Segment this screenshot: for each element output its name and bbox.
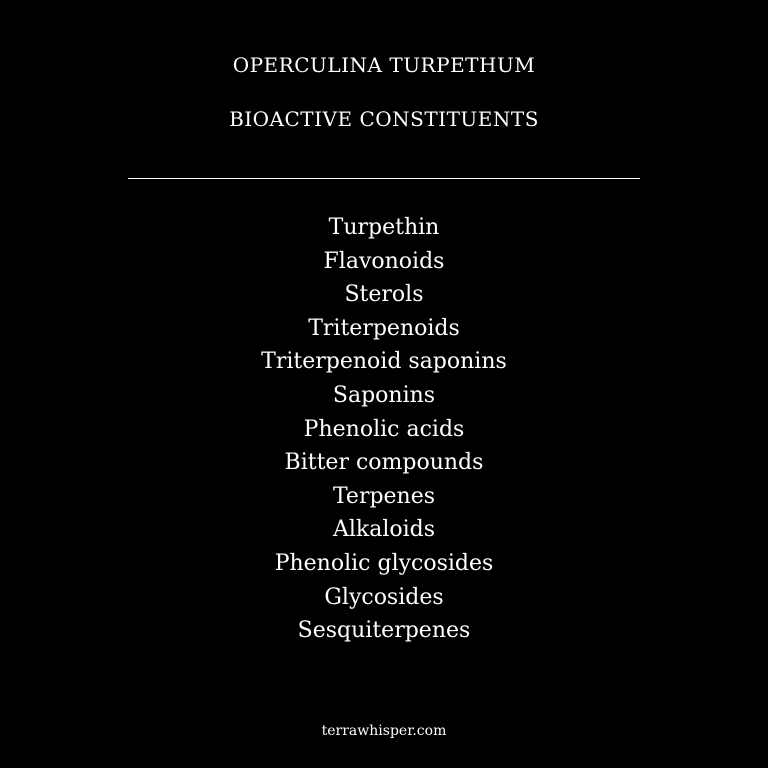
title-line-2: BIOACTIVE CONSTITUENTS: [229, 107, 539, 131]
list-item: Bitter compounds: [284, 450, 484, 476]
title-line-1: OPERCULINA TURPETHUM: [232, 53, 536, 77]
list-item: Flavonoids: [323, 248, 445, 274]
list-item: Sterols: [344, 282, 424, 308]
page-title: [0, 38, 768, 146]
list-item: Turpethin: [328, 215, 440, 240]
list-item: Triterpenoid saponins: [261, 349, 507, 375]
list-item: Terpenes: [332, 483, 436, 509]
footer-site-credit: terrawhisper.com: [321, 723, 447, 739]
list-item: Saponins: [332, 382, 436, 408]
list-item: Phenolic acids: [303, 416, 465, 442]
list-item: Sesquiterpenes: [297, 618, 471, 644]
list-item: Alkaloids: [332, 517, 436, 543]
list-item: Triterpenoids: [308, 315, 460, 341]
list-item: Phenolic glycosides: [274, 550, 494, 576]
title-divider: [128, 178, 640, 179]
list-item: Glycosides: [324, 584, 444, 610]
constituents-list: [0, 211, 768, 648]
